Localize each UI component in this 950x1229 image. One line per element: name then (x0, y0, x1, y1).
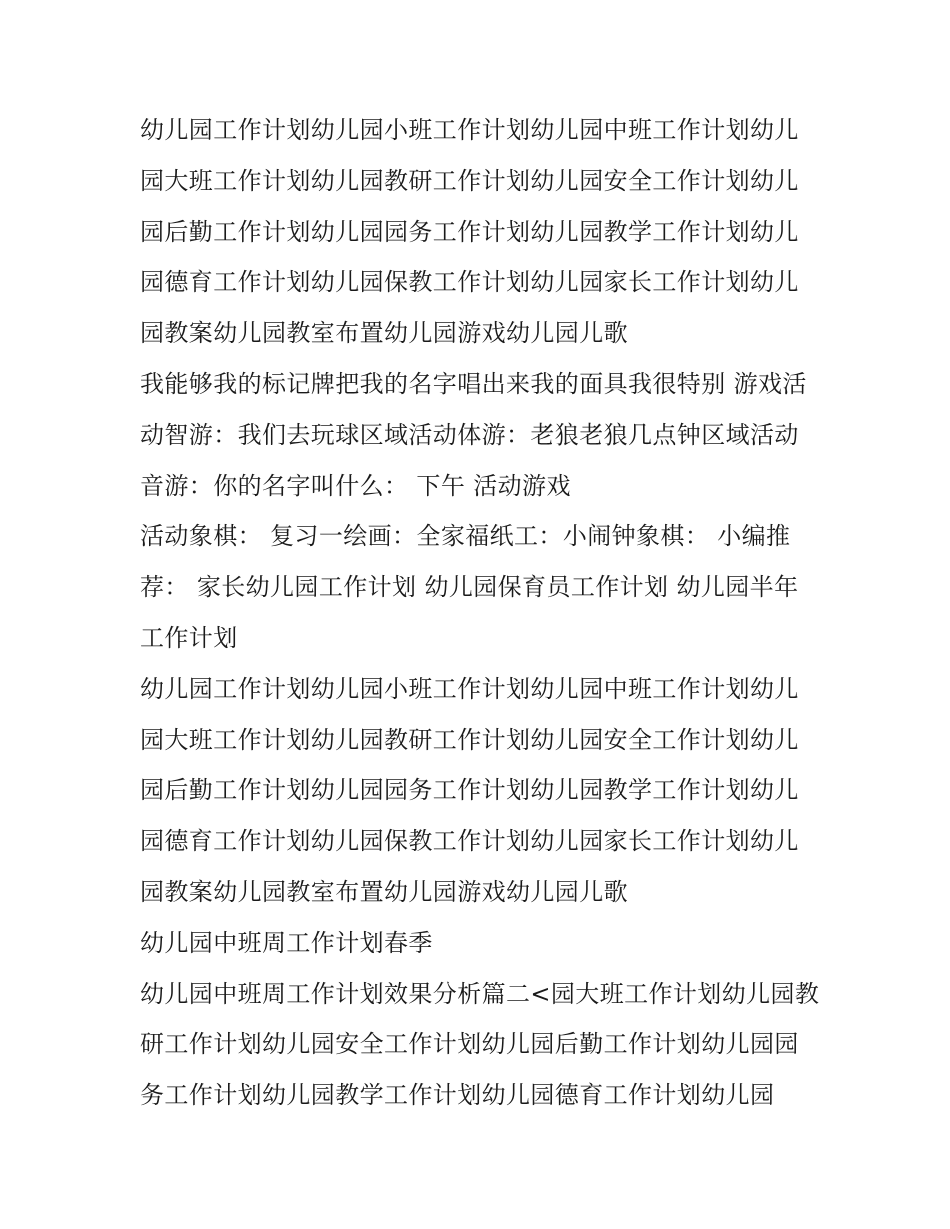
paragraph-activities: 我能够我的标记牌把我的名字唱出来我的面具我很特别 游戏活动智游：我们去玩球区域活动体游：老狼老狼几点钟区域活动音游：你的名字叫什么： 下午 活动游戏 (140, 369, 807, 500)
paragraph-plan-list-repeat: 幼儿园工作计划幼儿园小班工作计划幼儿园中班工作计划幼儿园大班工作计划幼儿园教研工作计划幼儿园安全工作计划幼儿园后勤工作计划幼儿园园务工作计划幼儿园教学工作计划幼儿园德育工作计划幼儿园保教工作计划幼儿园家长工作计划幼儿园教案幼儿园教室布置幼儿园游戏幼儿园儿歌 (140, 674, 799, 906)
paragraph-recommend: 活动象棋： 复习一绘画：全家福纸工：小闹钟象棋： 小编推荐： 家长幼儿园工作计划 幼儿园保育员工作计划 幼儿园半年工作计划 (140, 522, 799, 652)
paragraph-plan-list: 幼儿园工作计划幼儿园小班工作计划幼儿园中班工作计划幼儿园大班工作计划幼儿园教研工作计划幼儿园安全工作计划幼儿园后勤工作计划幼儿园园务工作计划幼儿园教学工作计划幼儿园德育工作计划幼儿园保教工作计划幼儿园家长工作计划幼儿园教案幼儿园教室布置幼儿园游戏幼儿园儿歌 (140, 116, 799, 348)
paragraph-analysis: 幼儿园中班周工作计划效果分析篇二<园大班工作计划幼儿园教研工作计划幼儿园安全工作计划幼儿园后勤工作计划幼儿园园务工作计划幼儿园教学工作计划幼儿园德育工作计划幼儿园 (140, 979, 820, 1110)
paragraph-heading: 幼儿园中班周工作计划春季 (140, 928, 433, 957)
document-body (140, 105, 820, 1121)
